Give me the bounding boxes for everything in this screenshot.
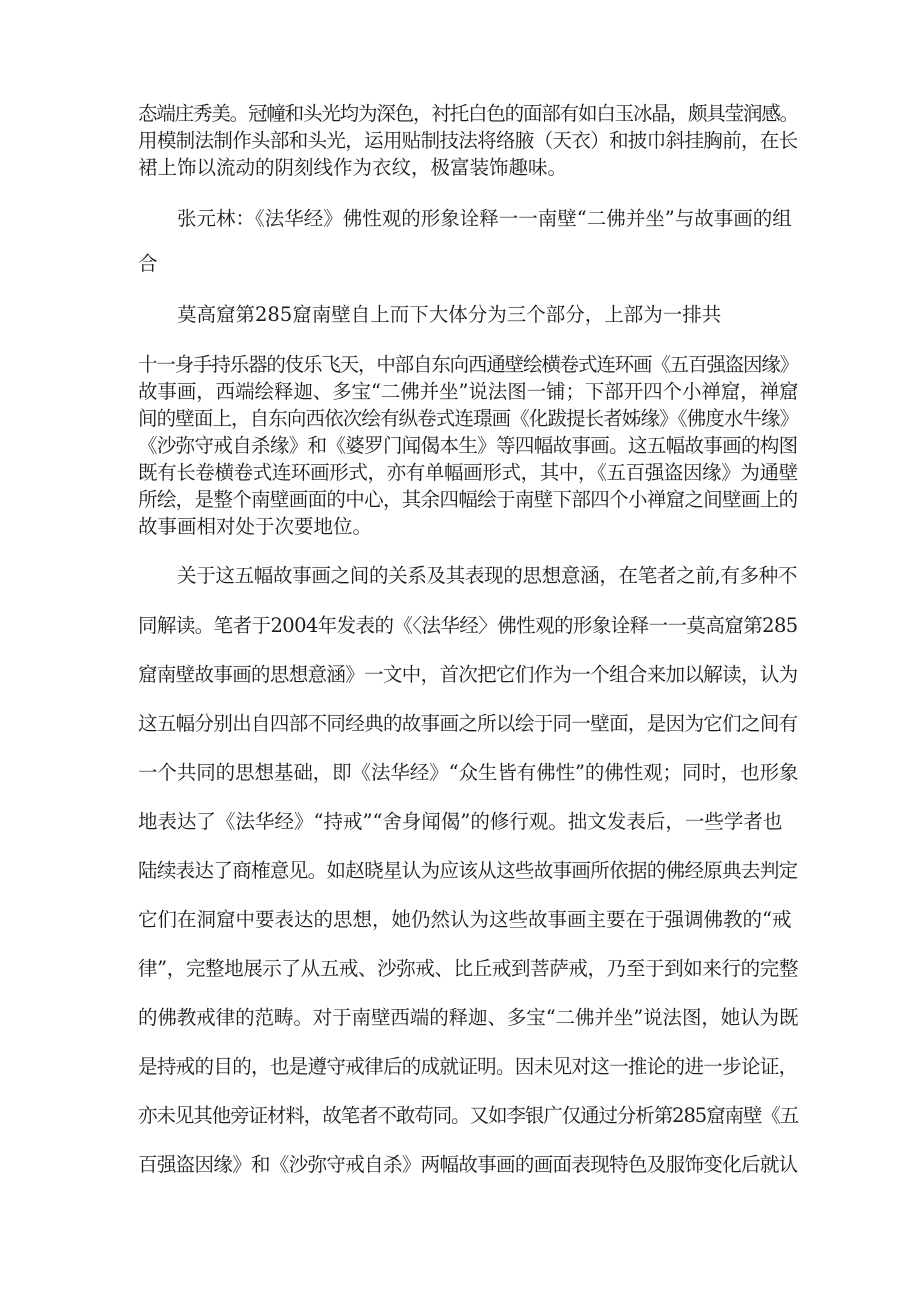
paragraph-3-line: 窟南壁故事画的思想意涵》一文中，首次把它们作为一个组合来加以解读，认为 (138, 663, 798, 686)
paragraph-2-line: 故事画，西端绘释迦、多宝“二佛并坐”说法图一铺；下部开四个小禅窟，禅窟 (138, 380, 799, 403)
paragraph-3-line: 是持戒的目的，也是遵守戒律后的成就证明。因未见对这一推论的进一步论证， (138, 1055, 798, 1078)
paragraph-1-line: 裙上饰以流动的阴刻线作为衣纹，极富装饰趣味。 (138, 156, 568, 179)
paragraph-2-line: 《沙弥守戒自杀缘》和《婆罗门闻偈本生》等四幅故事画。这五幅故事画的构图 (138, 434, 798, 457)
paragraph-2-line: 间的壁面上，自东向西依次绘有纵卷式连璟画《化跋提长者姊缘》《佛度水牛缘》 (138, 407, 799, 430)
paragraph-3-line: 它们在洞窟中要表达的思想，她仍然认为这些故事画主要在于强调佛教的“戒 (138, 908, 792, 931)
section-heading-line: 合 (138, 252, 158, 275)
paragraph-1-line: 用模制法制作头部和头光，运用贴制技法将络腋（天衣）和披巾斜挂胸前，在长 (138, 129, 798, 152)
paragraph-3-line: 的佛教戒律的范畴。对于南壁西端的释迦、多宝“二佛并坐”说法图，她认为既 (138, 1006, 799, 1029)
paragraph-3-line: 百强盗因缘》和《沙弥守戒自杀》两幅故事画的画面表现特色及服饰变化后就认 (138, 1153, 798, 1176)
paragraph-1-line: 态端庄秀美。冠幢和头光均为深色，衬托白色的面部有如白玉冰晶，颇具莹润感。 (138, 102, 799, 125)
paragraph-3-line: 同解读。笔者于2004年发表的《〈法华经〉佛性观的形象诠释一一莫高窟第285 (138, 614, 798, 637)
paragraph-2-line: 十一身手持乐器的伎乐飞天，中部自东向西通壁绘横卷式连环画《五百强盗因缘》 (138, 353, 799, 376)
paragraph-2-line: 所绘，是整个南壁画面的中心，其余四幅绘于南壁下部四个小禅窟之间壁画上的 (138, 488, 798, 511)
paragraph-2-line: 莫高窟第285窟南壁自上而下大体分为三个部分，上部为一排共 (177, 303, 722, 326)
paragraph-3-line: 律”，完整地展示了从五戒、沙弥戒、比丘戒到菩萨戒，乃至于到如来行的完整 (138, 957, 798, 980)
paragraph-3-line: 一个共同的思想基础，即《法华经》“众生皆有佛性”的佛性观；同时，也形象 (138, 761, 799, 784)
paragraph-3-line: 这五幅分别出自四部不同经典的故事画之所以绘于同一壁面，是因为它们之间有 (138, 712, 798, 735)
paragraph-3-line: 亦未见其他旁证材料，故笔者不敢苟同。又如李银广仅通过分析第285窟南壁《五 (138, 1104, 799, 1127)
paragraph-3-line: 关于这五幅故事画之间的关系及其表现的思想意涵，在笔者之前,有多种不 (177, 564, 798, 587)
paragraph-3-line: 地表达了《法华经》“持戒”“舍身闻偈”的修行观。拙文发表后，一些学者也 (138, 810, 783, 833)
paragraph-2-line: 故事画相对处于次要地位。 (138, 515, 373, 538)
paragraph-3-line: 陆续表达了商榷意见。如赵晓星认为应该从这些故事画所依据的佛经原典去判定 (138, 859, 798, 882)
section-heading-line: 张元林：《法华经》佛性观的形象诠释一一南壁“二佛并坐”与故事画的组 (177, 207, 792, 230)
paragraph-2-line: 既有长卷横卷式连环画形式，亦有单幅画形式，其中，《五百强盗因缘》为通壁 (138, 461, 798, 484)
